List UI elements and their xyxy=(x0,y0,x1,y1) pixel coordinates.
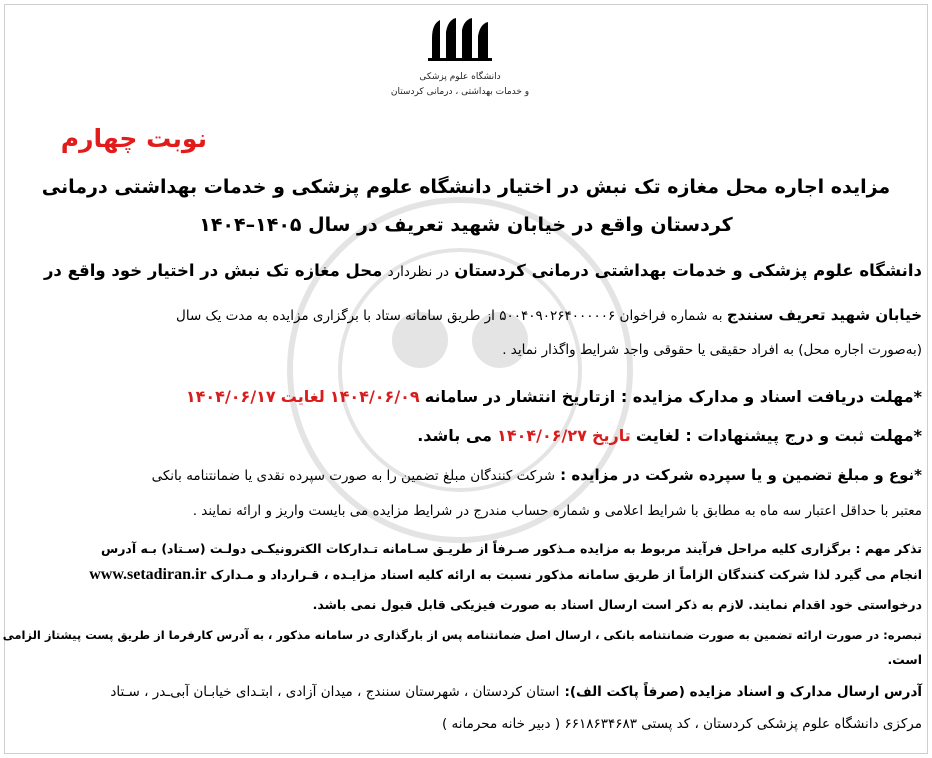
address-line-1: آدرس ارسال مدارک و اسناد مزایده (صرفاً پاکت الف): استان کردستان ، شهرستان سنندج ، میدان آزادی ، ابتـدای خیابـان آبی‌ـدر ، سـتاد xyxy=(110,684,922,700)
title-line-2: کردستان واقع در خیابان شهید تعریف در سال ۱۴۰۵–۱۴۰۴ xyxy=(199,214,733,236)
docs-deadline: *مهلت دریافت اسناد و مدارک مزایده : ازتاریخ انتشار در سامانه ۱۴۰۴/۰۶/۰۹ لغایت ۱۴۰۴/۰۶/۱۷ xyxy=(185,387,922,406)
remark-line-1: تبصره: در صورت ارائه تضمین به صورت ضمانتنامه بانکی ، ارسال اصل ضمانتنامه پس از بارگذاری در سامانه مذکور ، به آدرس کارفرما از طریق پست پیشتاز الزامی xyxy=(2,628,922,642)
round-label: نوبت چهارم xyxy=(60,124,207,153)
intro-line-1: دانشگاه علوم پزشکی و خدمات بهداشتی درمانی کردستان در نظردارد محل مغازه تک نبش در اختیار خود واقع در xyxy=(43,261,922,280)
intro-line-2: خیابان شهید تعریف سنندج به شماره فراخوان ۵۰۰۴۰۹۰۲۶۴۰۰۰۰۰۶ از طریق سامانه ستاد با برگزاری مزایده به مدت یک سال xyxy=(176,306,922,324)
note-line-2: انجام می گیرد لذا شرکت کنندگان الزاماً از طریق سامانه مذکور نسبت به ارائه کلیه اسناد مزایـده ، قـرارداد و مـدارک www.setadiran.ir xyxy=(89,566,922,583)
university-emblem-icon xyxy=(426,14,496,62)
note-line-1: تذکر مهم : برگزاری کلیه مراحل فرآیند مربوط به مزایده مـذکور صـرفاً از طریـق سـامانه تـدارکات الکترونیکـی دولـت (سـتاد) بـه آدرس xyxy=(100,541,922,556)
note-line-3: درخواستی خود اقدام نمایند. لازم به ذکر است ارسال اسناد به صورت فیزیکی قابل قبول نمی باشد. xyxy=(312,597,922,612)
intro-line-3: (به‌صورت اجاره محل) به افراد حقیقی یا حقوقی واجد شرایط واگذار نماید . xyxy=(502,342,922,358)
guarantee-line-1: *نوع و مبلغ تضمین و یا سپرده شرکت در مزایده : شرکت کنندگان مبلغ تضمین را به صورت سپرده نقدی یا ضمانتنامه بانکی xyxy=(151,466,922,484)
website-link[interactable]: www.setadiran.ir xyxy=(89,566,207,583)
org-name: دانشگاه علوم پزشکی و خدمات بهداشتی ، درمانی کردستان xyxy=(390,72,530,97)
remark-line-2: است. xyxy=(887,652,922,667)
address-line-2: مرکزی دانشگاه علوم پزشکی کردستان ، کد پستی ۶۶۱۸۶۳۴۶۸۳ ( دبیر خانه محرمانه ) xyxy=(441,716,922,732)
guarantee-line-2: معتبر با حداقل اعتبار سه ماه به مطابق با شرایط اعلامی و شماره حساب مندرج در شرایط مزایده می بایست واریز و ارائه نمایند . xyxy=(192,503,922,519)
bids-deadline: *مهلت ثبت و درج پیشنهادات : لغایت تاریخ ۱۴۰۴/۰۶/۲۷ می باشد. xyxy=(417,426,922,445)
title-line-1: مزایده اجاره محل مغازه تک نبش در اختیار دانشگاه علوم پزشکی و خدمات بهداشتی درمانی xyxy=(41,176,891,198)
